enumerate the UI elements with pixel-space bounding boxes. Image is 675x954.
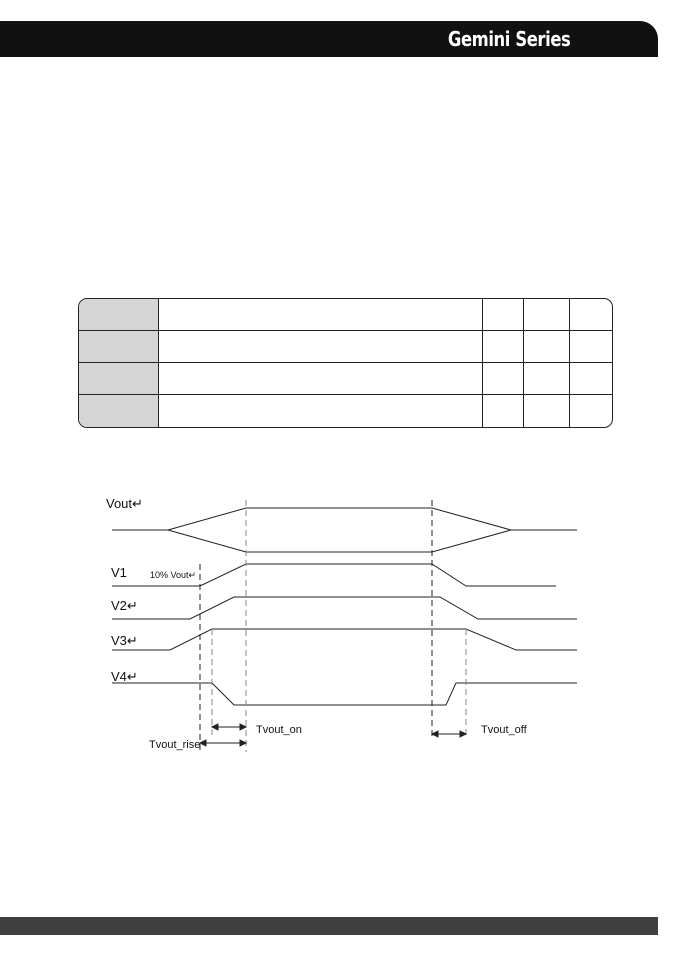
v4-trace [112, 683, 577, 705]
arrowhead-rise-left [200, 740, 206, 746]
row-description [158, 395, 482, 427]
signal-label-vout: Vout↵ [106, 496, 143, 511]
row-max [569, 299, 612, 331]
signal-label-v2: V2↵ [111, 598, 138, 613]
row-max [569, 331, 612, 363]
timing-diagram [0, 480, 675, 770]
annotation-10-percent-vout: 10% Vout↵ [150, 570, 197, 580]
row-description [158, 331, 482, 363]
header-bar [0, 21, 658, 57]
vout-upper-trace [112, 508, 577, 530]
row-typ [523, 331, 569, 363]
footer-bar [0, 917, 658, 935]
series-title: Gemini Series [447, 27, 570, 51]
row-min [482, 331, 523, 363]
row-description [158, 299, 482, 331]
table-row [79, 331, 612, 363]
label-tvout-on: Tvout_on [256, 724, 302, 736]
v3-trace [112, 629, 577, 650]
vout-lower-trace [168, 530, 511, 552]
v2-trace [112, 597, 577, 619]
row-min [482, 299, 523, 331]
label-tvout-rise: Tvout_rise [149, 739, 201, 751]
row-max [569, 395, 612, 427]
arrowhead-off-right [460, 731, 466, 737]
label-tvout-off: Tvout_off [481, 724, 527, 736]
row-typ [523, 395, 569, 427]
signal-label-v1: V1 [111, 565, 127, 580]
signal-label-v4: V4↵ [111, 669, 138, 684]
table-row [79, 299, 612, 331]
arrowhead-on-left [212, 724, 218, 730]
row-description [158, 363, 482, 395]
row-label [79, 299, 158, 331]
table-row [79, 363, 612, 395]
table-row [79, 395, 612, 427]
signal-label-v3: V3↵ [111, 633, 138, 648]
row-label [79, 331, 158, 363]
row-min [482, 363, 523, 395]
row-label [79, 363, 158, 395]
arrowhead-on-right [240, 724, 246, 730]
row-max [569, 363, 612, 395]
row-typ [523, 299, 569, 331]
spec-table [78, 298, 613, 428]
row-min [482, 395, 523, 427]
row-label [79, 395, 158, 427]
row-typ [523, 363, 569, 395]
arrowhead-off-left [432, 731, 438, 737]
arrowhead-rise-right [240, 740, 246, 746]
